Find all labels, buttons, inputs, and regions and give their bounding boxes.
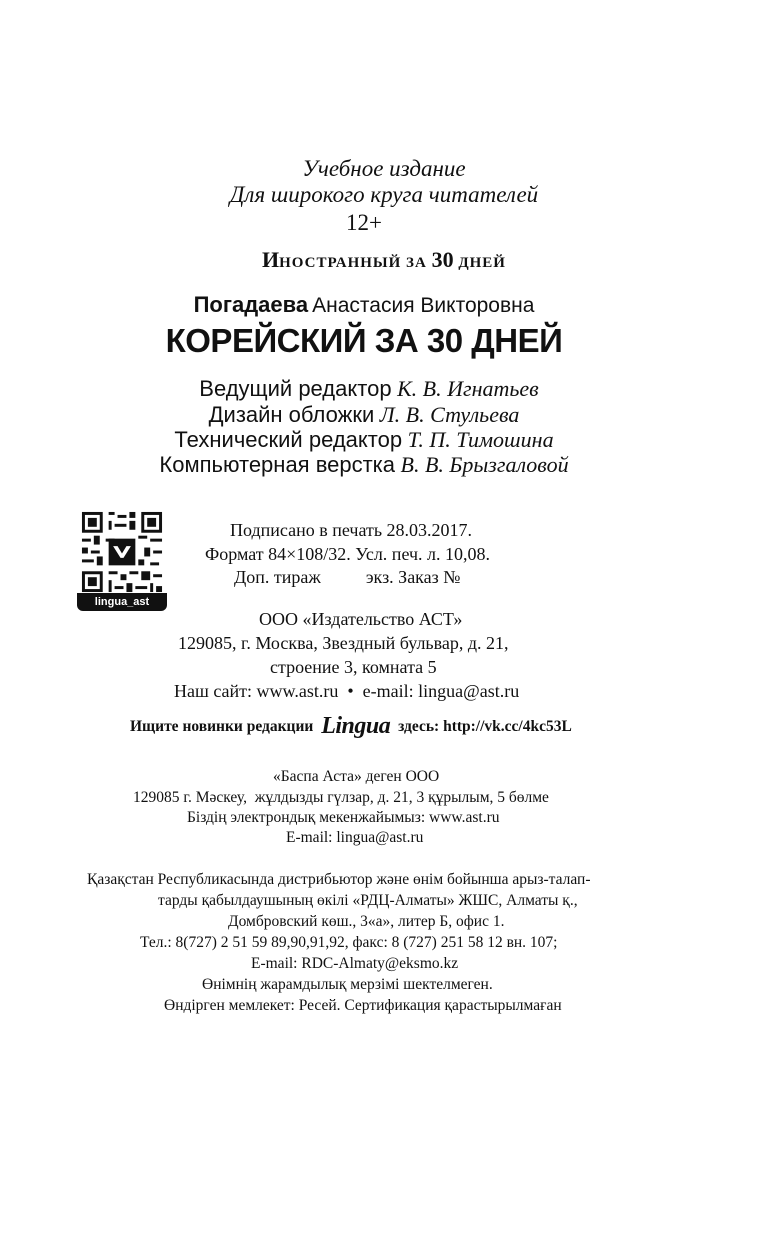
book-title: КОРЕЙСКИЙ ЗА 30 ДНЕЙ (165, 322, 563, 359)
credit-tech-editor: Технический редактор Т. П. Тимошина (174, 427, 554, 452)
credit-cover-design: Дизайн обложки Л. В. Стульева (208, 402, 520, 427)
country-certification: Өндірген мемлекет: Ресей. Сертификация қарастырылмаған (164, 997, 562, 1014)
publisher-address-2: строение 3, комната 5 (270, 657, 437, 677)
publisher-name: ООО «Издательство АСТ» (259, 609, 463, 629)
distributor-line-1: Қазақстан Республикасында дистрибьютор және өнім бойынша арыз-талап- (87, 871, 591, 888)
age-rating: 12+ (346, 210, 382, 235)
publisher-address-1: 129085, г. Москва, Звездный бульвар, д. 21, (178, 633, 509, 653)
print-format: Формат 84×108/32. Усл. печ. л. 10,08. (205, 544, 491, 564)
kz-publisher-site: Біздің электрондық мекенжайымыз: www.ast.ru (187, 809, 500, 826)
vk-link[interactable]: здесь: http://vk.cc/4kc53L (398, 718, 572, 735)
kz-publisher-name: «Баспа Аста» деген ООО (273, 768, 440, 785)
series-title: ИНОСТРАННЫЙ ЗА 30 ДНЕЙ (262, 247, 506, 272)
shelf-life: Өнімнің жарамдылық мерзімі шектелмеген. (202, 976, 493, 993)
lingua-logo: Lingua (321, 713, 391, 739)
distributor-phone: Тел.: 8(727) 2 51 59 89,90,91,92, факс: 8 (727) 251 58 12 вн. 107; (140, 934, 558, 951)
qr-tag: lingua_ast (77, 593, 167, 611)
print-signed: Подписано в печать 28.03.2017. (230, 520, 473, 540)
credit-lead-editor: Ведущий редактор К. В. Игнатьев (199, 376, 539, 401)
kz-publisher-email: E-mail: lingua@ast.ru (286, 829, 424, 846)
print-run: Доп. тираж экз. Заказ № (234, 567, 461, 587)
distributor-line-3: Домбровский көш., 3«а», литер Б, офис 1. (228, 913, 505, 930)
kz-publisher-address: 129085 г. Мәскеу, жұлдызды гүлзар, д. 21, 3 құрылым, 5 бөлме (133, 789, 549, 806)
edition-type: Учебное издание (302, 156, 466, 181)
qr-code-icon (77, 509, 167, 595)
publisher-site: Наш сайт: www.ast.ru • e-mail: lingua@ast.ru (174, 681, 520, 701)
distributor-email: E-mail: RDC-Almaty@eksmo.kz (251, 955, 459, 972)
distributor-line-2: тарды қабылдаушының өкілі «РДЦ-Алматы» ЖШС, Алматы қ., (158, 892, 578, 909)
author: Погадаева Анастасия Викторовна (193, 292, 535, 317)
qr-code-block[interactable] (77, 509, 167, 609)
credit-layout: Компьютерная верстка В. В. Брызгаловой (159, 452, 569, 477)
audience: Для широкого круга читателей (229, 182, 539, 207)
vk-line: Ищите новинки редакции Lingua здесь: http://vk.cc/4kc53L (130, 713, 572, 739)
